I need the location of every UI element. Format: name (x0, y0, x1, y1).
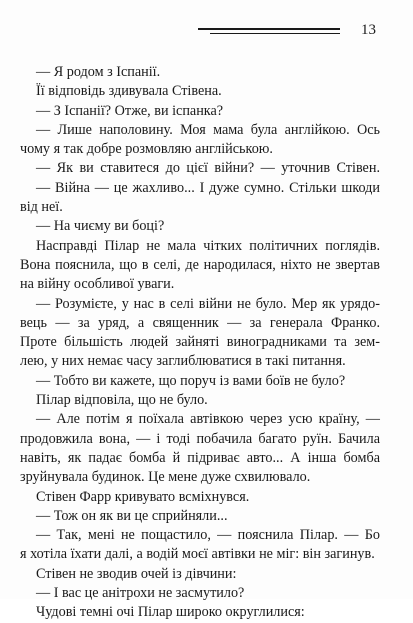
text-line: — Розумієте, у нас в селі війни не було. Мер як урядо- (36, 295, 380, 312)
body-text (20, 63, 380, 623)
text-line: — З Іспанії? Отже, ви іспанка? (36, 102, 224, 119)
text-line: я хотіла їхати далі, а водій моєї автівки не міг: він загинув. (20, 546, 375, 563)
text-line: від неї. (20, 199, 63, 216)
running-header (198, 20, 376, 42)
text-line: — Але потім я поїхала автівкою через усю країну, — (36, 411, 380, 428)
text-line: чому я так добре розмовляю англійською. (20, 141, 273, 158)
text-line: — Так, мені не пощастило, — пояснила Пілар. — Бо (36, 527, 380, 544)
text-line: — На чиєму ви боці? (36, 218, 165, 235)
text-line: — Лише наполовину. Моя мама була англійкою. Ось (36, 121, 380, 138)
text-line: на війну особливої уваги. (20, 276, 175, 293)
text-line: — Війна — це жахливо... І дуже сумно. Стільки шкоди (36, 179, 380, 196)
text-line: Пілар відповіла, що не було. (36, 392, 208, 409)
text-line: — Тобто ви кажете, що поруч із вами боїв не було? (36, 372, 346, 389)
text-line: — Як ви ставитеся до цієї війни? — уточнив Стівен. (36, 160, 380, 177)
text-line: — І вас це анітрохи не засмутило? (36, 585, 245, 602)
text-line: — Тож он як ви це сприйняли... (36, 507, 228, 524)
text-line: Стівен Фарр кривувато всміхнувся. (36, 488, 250, 505)
text-line: Проте більшість людей зайняті виноградниками та зем- (20, 334, 380, 351)
header-rule (198, 28, 340, 30)
text-line: Чудові темні очі Пілар широко округлилися: (36, 604, 305, 621)
text-line: навіть, як падає бомба й підриває авто... А інша бомба (20, 449, 380, 466)
text-line: Вона пояснила, що в селі, де народилася, ніхто не звертав (20, 256, 380, 273)
text-line: продовжила вона, — і тоді побачила багато руїн. Бачила (20, 430, 380, 447)
text-line: лею, у них немає часу заглиблюватися в такі питання. (20, 353, 346, 370)
text-line: Стівен не зводив очей із дівчини: (36, 565, 237, 582)
text-line: — Я родом з Іспанії. (36, 64, 161, 80)
page-number: 13 (361, 22, 376, 38)
text-line: Її відповідь здивувала Стівена. (36, 83, 222, 100)
text-line: Насправді Пілар не мала чітких політичних поглядів. (36, 237, 380, 254)
text-line: зруйнувала будинок. Це мене дуже схвилювало. (20, 469, 311, 486)
header-rule-thin (210, 33, 340, 34)
text-line: вець — за уряд, а священник — за генерала Франко. (20, 314, 380, 331)
